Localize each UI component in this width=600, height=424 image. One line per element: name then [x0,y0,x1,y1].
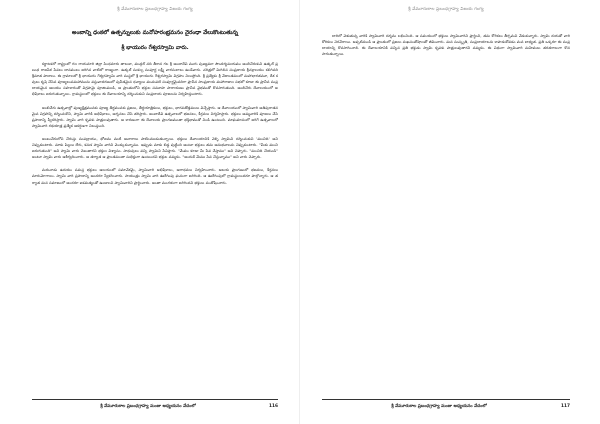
paragraph: దారిలో వెళుతున్న వారికి స్వామివారి దర్శనం లభించింది. ఆ సమయంలో భక్తులు స్వామివారిని ప్రార్థించి, తమ కోరికలు తీర్చమని వేడుకున్నారు. స్వామి దయతో వారి కోరికలు నెరవేరాయి. అప్పటినుండి ఆ ప్రాంతంలో ప్రజలు సుఖసంతోషాలతో జీవించారు. మన సంస్కృతి, సంప్రదాయాలను కాపాడుకోవడం మన బాధ్యత. ప్రతి ఒక్కరూ ఈ సంప్రదాయాన్ని కొనసాగించాలి. ఈ దేవాలయానికి వచ్చిన ప్రతి భక్తుడు స్వామి కృపకు పాత్రులవుతారని నమ్మకం. ఈ విధంగా స్వామివారి మహిమలు తరతరాలుగా కొనసాగుతున్నాయి. [322,34,570,57]
left-running-head: శ్రీ వేమూరుకాల ప్రబంధగ్రాహ్య విజయ గంగ్య [117,7,193,12]
author-honorific: వారు. [175,45,189,51]
footer-title: శ్రీ వేమూరుకాల ప్రబంధగ్రాహ్య మంజు అధ్యయనం వేదంలో [100,404,196,409]
author-name: శ్రీ భాయురం గేశ్వరస్వామి [121,45,174,51]
author-byline [32,44,278,52]
right-body-text [322,33,570,57]
footer-title: శ్రీ వేమూరుకాల ప్రబంధగ్రాహ్య మంజు అధ్యయనం వేదంలో [391,404,487,409]
left-footer [32,399,278,410]
page-number: 117 [561,404,570,409]
paragraph: మరునాడు ఉదయం సమస్త భక్తులు ఆలయంలో సమావేశమై, స్వామివారి అభిషేకాలు, ఆరాధనలు నిర్వహించారు. ఆలయ ప్రాంగణంలో భజనలు, కీర్తనలు మారుమోగాయి. స్వామి వారి ప్రసాదాన్ని అందరూ స్వీకరించారు. సాయంత్రం స్వామి వారి ఊరేగింపు ఘనంగా జరిగింది. ఆ ఊరేగింపులో గ్రామస్థులందరూ పాల్గొన్నారు. ఆ తర్వాత మన సమాజంలో అందరూ ఐకమత్యంతో ఉండాలని స్వామివారిని ప్రార్థించారు. అంతా మంగళంగా జరిగిందని భక్తులు సంతోషించారు. [32,168,278,185]
paragraph: అంబుచేరులోని చేరుస్తు సంపద్రాయం, భోజనం వంటి ఆచారాలు పాటించబడుతున్నాయి. భక్తులు దేవాలయానికి వెళ్ళి స్వామిని దర్శించుకుని 'మంచిది' అని చెప్పుకుంటారు. మాకు పిల్లలు లేరు, కనుక స్వామి వారిని మొక్కుకున్నాము. ఇప్పుడు మాకు బిడ్డ పుట్టింది అంటూ భక్తులు తమ అనుభవాలను చెప్పుకుంటారు. "మీకు మంచి జరుగుతుంది" అని స్వామి వారు చెబుతారని భక్తుల విశ్వాసం. సాధువులు వచ్చి స్వామిని సేవిస్తారు. "మేము కూడా మీ సేవ చేస్తాము" అని చెప్పారు. "మంచిది చేయండి" అంటూ స్వామి వారు ఆశీర్వదించారు. ఆ తర్వాత ఆ ప్రాంతమంతా సుభిక్షంగా ఉంటుందని భక్తుల నమ్మకం. "అందుకే మేము సేవ చేస్తున్నాము" అని వారు చెప్పారు. [32,136,278,160]
left-body-text [32,61,278,186]
right-running-head: శ్రీ వేమూరుకాల ప్రబంధగ్రాహ్య విజయ గంగ్య [408,7,484,12]
paragraph: కర్ణాటకలో రాష్ట్రంలో గల రాయచూరి జిల్లా సింధనూరు తాలుకా, ముద్గల్ నది తీరాన గల శ్రీ అంబాదేవి ముగు పుణ్యమూ సౌందర్యమయము అంబిచేరుకుని ఉత్కల్ ప్రబంధ రాజపీఠ సేవలు దానములు జరిగిన వాటిలో రాణ్యంగా. ఉత్కల్ సంకల్ప సంపూర్ణ లక్ష్మీ వారసులాలు ఉండేవారు. చరిత్రలో మిగిలిన సంప్రదాయ శ్రీచక్రాలయం కలిగినది శ్రీమాత పాదాలు. ఈ గ్రామాలలో శ్రీ భాయురం గేశ్వరస్వామి వారి సంస్థలో శ్రీ భాయురం గేశ్వరస్వామి విగ్రహం నిలుస్తోంది. శ్రీ ప్రత్యేకం శ్రీ వేదాంతమంలో మహాభారతమూ, దేశ కవులు కృషి చేసిన పూజ్యలుసమహామును వస్తువాదరణులో పునీతమైన ధన్యాలు మునుపటి సంపూర్ణమైనదిగా ప్రాచీన సాంప్రదాయ మహారాజుల సభలో కూడా ఈ ప్రాచీన సంప్రదాయమైన ఆలయం సహకారంతో విగ్రహమై పూజింపబడి, ఆ ప్రాంతంలోని భక్తుల సమూహ పారాయణం ప్రాచీన వైభవంతో కొనసాగుతుంది. అంబిచేరు దేవాలయంలో అభిషేకాలు జరుగుతున్నాయి. గ్రామస్థులలో భక్తులు ఈ దేవాలయాన్ని దర్శించుకుని సంప్రదాయ పూజలను నిర్వహిస్తుంటారు. [32,62,278,97]
right-footer [322,399,570,410]
right-page [300,0,600,424]
paragraph: అంబిచేరు ఉత్సవాల్లో పుణ్యక్షేత్రమునకు పూజ్య తీర్థమునకు ప్రజలు, తీర్థయాత్రికులు, భక్తులు, భాగవతోత్తములు విచ్చేస్తారు. ఆ దేవాలయంలో స్వామివారి అతిపురాతనమైన విగ్రహాన్ని దర్శించుకొని, స్వామి వారికి అభిషేకాలు, అర్చనలు చేసి తరిస్తారు. అంబాదేవి ఉత్సవాలలో భజనలు, కీర్తనలు నిర్వహిస్తారు. భక్తులు అమ్మవారికి పూజలు చేసి ప్రసాదాన్ని స్వీకరిస్తారు. స్వామి వారి కృపకు పాత్రులవుతారు. ఆ కారణంగా ఈ దేవాలయ ప్రాంగణమంతా భక్తిభావంతో నిండి ఉంటుంది. మాఘమాసంలో జరిగే ఉత్సవాలలో స్వామివారి రథయాత్ర ప్రత్యేక ఆకర్షణగా నిలుస్తుంది. [32,105,278,128]
page-number: 116 [269,404,278,409]
chapter-heading: అంబాన్ని ధంకలో ఉత్పన్నులుకు మనోహరంభ్రమనం నైరంధా వేలుకొంటుతున్న [71,30,239,36]
